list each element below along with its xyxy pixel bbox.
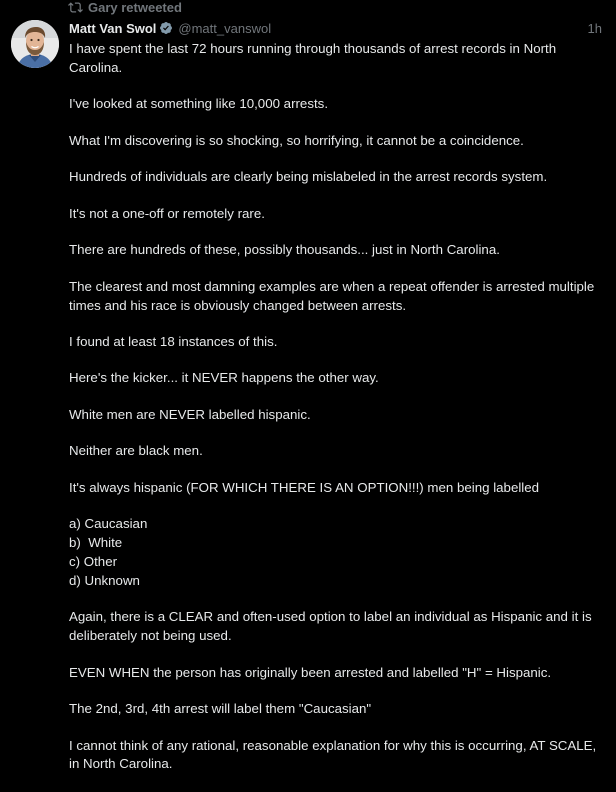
retweet-label[interactable]: Gary retweeted	[88, 0, 182, 15]
paragraph: I have spent the last 72 hours running through thousands of arrest records in North Carolina.	[69, 41, 560, 75]
verified-badge-icon	[159, 21, 173, 35]
paragraph: I found at least 18 instances of this.	[69, 333, 278, 349]
profile-avatar	[11, 20, 59, 68]
author-handle[interactable]: @matt_vanswol	[178, 20, 272, 36]
paragraph: The clearest and most damning examples are when a repeat offender is arrested multiple times and his race is obviously changed between arrests.	[69, 278, 598, 313]
tweet-text	[69, 40, 604, 792]
retweet-icon	[68, 1, 83, 14]
list-item: a) Caucasian	[69, 516, 148, 532]
list-item: d) Unknown	[69, 572, 140, 588]
avatar[interactable]	[11, 20, 59, 68]
paragraph: What I'm discovering is so shocking, so horrifying, it cannot be a coincidence.	[69, 132, 524, 148]
list-item: c) Other	[69, 554, 118, 569]
option-list	[69, 515, 604, 590]
paragraph: EVEN WHEN the person has originally been arrested and labelled "H" = Hispanic.	[69, 664, 552, 680]
list-item: b) White	[69, 535, 123, 551]
author-name[interactable]: Matt Van Swol	[69, 20, 157, 36]
paragraph: I cannot think of any rational, reasonable explanation for why this is occurring, AT SCALE, in North Carolina.	[69, 737, 600, 772]
retweet-context	[68, 0, 182, 15]
paragraph: White men are NEVER labelled hispanic.	[69, 406, 311, 422]
paragraph: It's always hispanic (FOR WHICH THERE IS AN OPTION!!!) men being labelled	[69, 479, 540, 495]
paragraph: Hundreds of individuals are clearly being mislabeled in the arrest records system.	[69, 169, 548, 185]
paragraph: Neither are black men.	[69, 443, 203, 459]
paragraph: The 2nd, 3rd, 4th arrest will label them "Caucasian"	[69, 701, 372, 717]
paragraph: There are hundreds of these, possibly thousands... just in North Carolina.	[69, 242, 500, 258]
paragraph: I've looked at something like 10,000 arrests.	[69, 96, 329, 112]
paragraph: Again, there is a CLEAR and often-used option to label an individual as Hispanic and it is deliberately not being used.	[69, 609, 596, 644]
timestamp[interactable]: 1h	[587, 20, 602, 36]
tweet-header	[69, 18, 602, 38]
paragraph: It's not a one-off or remotely rare.	[69, 205, 265, 221]
paragraph: Here's the kicker... it NEVER happens the other way.	[69, 370, 379, 386]
